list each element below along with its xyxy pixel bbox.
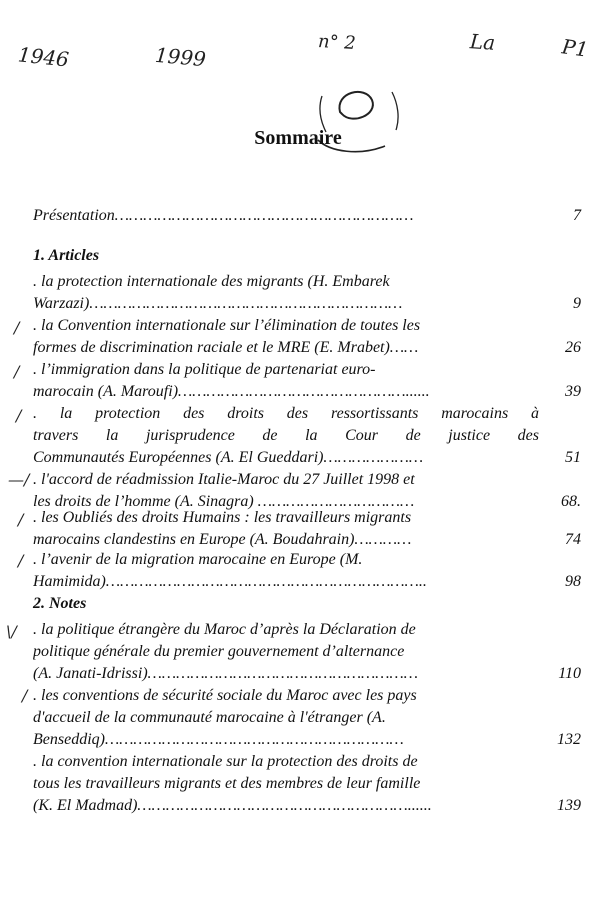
entry-text: . la protection des droits des ressortissants marocains à xyxy=(33,405,539,422)
margin-check-mark: / xyxy=(16,406,22,425)
entry-text: Présentation……………………………………………………… xyxy=(33,207,414,224)
page-title: Sommaire xyxy=(254,127,342,149)
toc-entry xyxy=(33,271,581,315)
margin-check-mark: \/ xyxy=(6,622,17,641)
handwritten-note-p: P1 xyxy=(560,34,590,62)
entry-text: Hamimida)………………………………………………………….. xyxy=(33,573,427,590)
entry-text: les droits de l’homme (A. Sinagra) …………………………… xyxy=(33,493,415,510)
section-heading-notes: 2. Notes xyxy=(33,595,87,612)
entry-text: . l’immigration dans la politique de partenariat euro- xyxy=(33,361,376,378)
entry-text: politique générale du premier gouvernement d’alternance xyxy=(33,643,405,660)
entry-text: . la politique étrangère du Maroc d’après la Déclaration de xyxy=(33,621,416,638)
page-number: 9 xyxy=(573,295,581,312)
entry-text: Benseddiq)……………………………………………………… xyxy=(33,731,404,748)
entry-text: (K. El Madmad)…………………………………………………...... xyxy=(33,797,432,814)
entry-text: . les conventions de sécurité sociale du Maroc avec les pays xyxy=(33,687,417,704)
handwritten-year-1999: 1999 xyxy=(154,42,207,72)
page-number: 132 xyxy=(557,731,581,748)
handwritten-year-1946: 1946 xyxy=(16,42,71,72)
entry-text: . l'accord de réadmission Italie-Maroc du 27 Juillet 1998 et xyxy=(33,471,415,488)
entry-text: . l’avenir de la migration marocaine en Europe (M. xyxy=(33,551,363,568)
page-number: 98 xyxy=(565,573,581,590)
entry-text: . la Convention internationale sur l’élimination de toutes les xyxy=(33,317,421,334)
margin-check-mark: / xyxy=(14,318,20,337)
entry-text: (A. Janati-Idrissi)………………………………………………… xyxy=(33,665,418,682)
entry-text: formes de discrimination raciale et le MRE (E. Mrabet)…… xyxy=(33,339,419,356)
entry-text: Warzazi)………………………………………………………… xyxy=(33,295,403,312)
toc-entry xyxy=(33,549,581,593)
entry-text: tous les travailleurs migrants et des membres de leur famille xyxy=(33,775,421,792)
margin-check-mark: / xyxy=(18,551,24,570)
toc-entry xyxy=(33,403,581,469)
page-number: 39 xyxy=(565,383,581,400)
page-number: 74 xyxy=(565,531,581,548)
margin-check-mark: / xyxy=(22,686,28,705)
page-number: 51 xyxy=(565,449,581,466)
toc-entry xyxy=(33,315,581,359)
section-heading-articles: 1. Articles xyxy=(33,247,100,264)
toc-entry xyxy=(33,619,581,685)
entry-text: . la protection internationale des migrants (H. Embarek xyxy=(33,273,390,290)
entry-text: travers la jurisprudence de la Cour de justice des xyxy=(33,427,539,444)
page-number: 7 xyxy=(573,207,581,224)
handwritten-issue-number: n° 2 xyxy=(317,31,357,54)
entry-text: marocains clandestins en Europe (A. Boudahrain)………… xyxy=(33,531,412,548)
margin-check-mark: —/ xyxy=(8,470,30,489)
margin-check-mark: / xyxy=(14,362,20,381)
entry-text: d'accueil de la communauté marocaine à l'étranger (A. xyxy=(33,709,386,726)
page-number: 139 xyxy=(557,797,581,814)
entry-text: marocain (A. Maroufi)…………………………………………...... xyxy=(33,383,430,400)
handwritten-note-la: La xyxy=(469,29,497,55)
toc-entry xyxy=(33,359,581,403)
entry-text: . la convention internationale sur la protection des droits de xyxy=(33,753,418,770)
toc-entry xyxy=(33,685,581,751)
entry-text: Communautés Européennes (A. El Gueddari)………………… xyxy=(33,449,424,466)
page-number: 110 xyxy=(558,665,581,682)
margin-check-mark: / xyxy=(18,510,24,529)
toc-entry xyxy=(33,205,581,227)
entry-text: . les Oubliés des droits Humains : les travailleurs migrants xyxy=(33,509,412,526)
toc-entry xyxy=(33,507,581,551)
toc-entry xyxy=(33,751,581,817)
page-number: 26 xyxy=(565,339,581,356)
page-number: 68. xyxy=(561,493,581,510)
